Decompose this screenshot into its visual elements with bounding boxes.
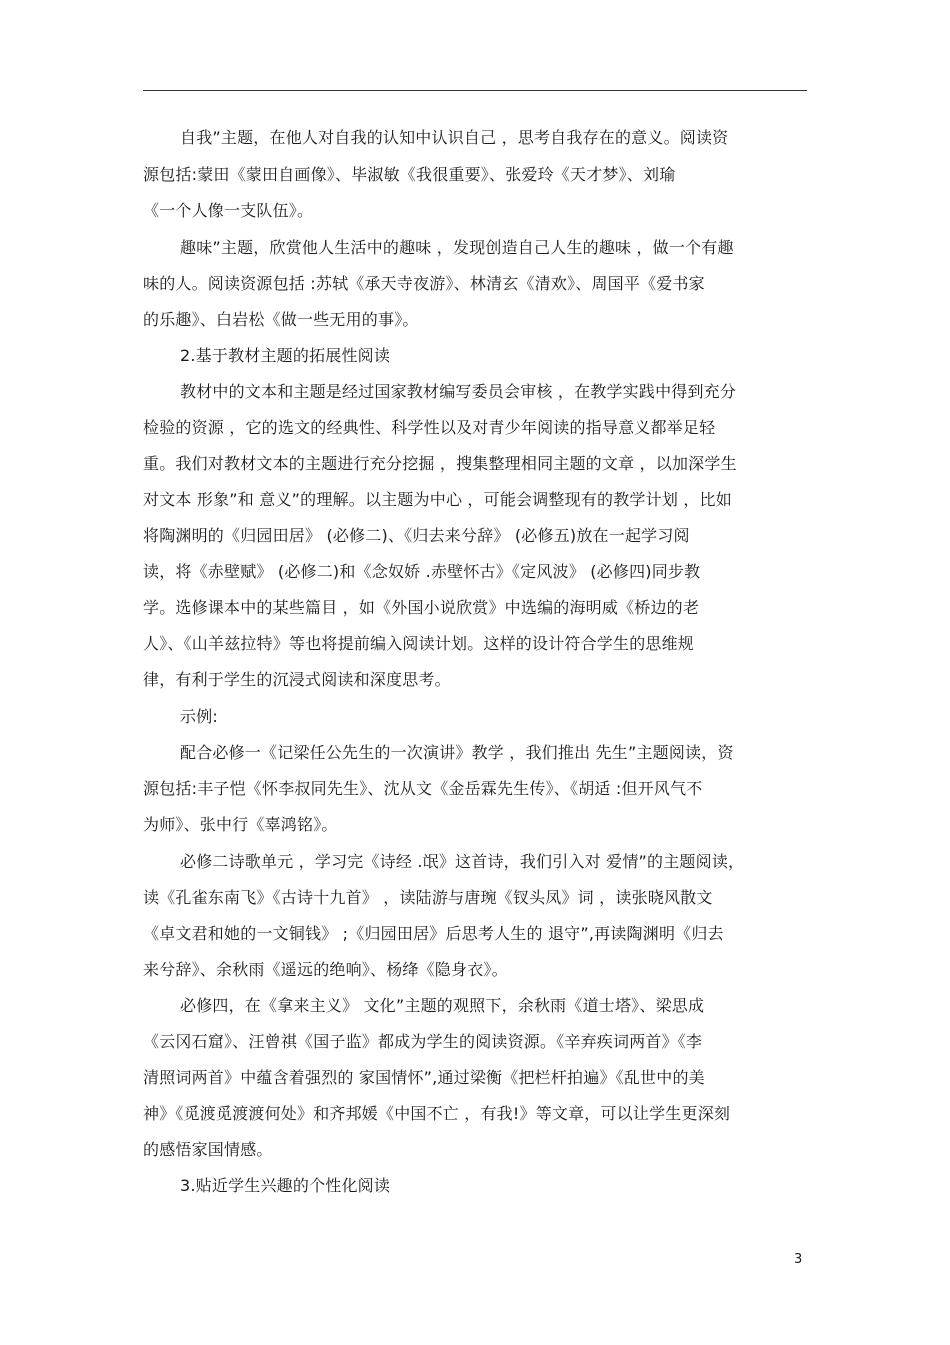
paragraph-line: 趣味”主题，欣赏他人生活中的趣味 ，发现创造自己人生的趣味 ，做一个有趣	[180, 238, 734, 257]
paragraph-line: 重。我们对教材文本的主题进行充分挖掘 ，搜集整理相同主题的文章 ，以加深学生	[143, 454, 737, 473]
paragraph-line: 的乐趣》、白岩松《做一些无用的事》。	[143, 310, 419, 329]
paragraph-line: 清照词两首》中蕴含着强烈的 家国情怀”,通过梁衡《把栏杆拍遍》《乱世中的美	[143, 1068, 705, 1087]
paragraph-line: 人》、《山羊兹拉特》等也将提前编入阅读计划。这样的设计符合学生的思维规	[143, 634, 695, 653]
paragraph-line: 源包括:丰子恺《怀李叔同先生》、沈从文《金岳霖先生传》、《胡适 :但开风气不	[143, 779, 703, 798]
paragraph-line: 《云冈石窟》、汪曾祺《国子监》都成为学生的阅读资源。《辛弃疾词两首》《李	[143, 1032, 703, 1051]
paragraph-line: 配合必修一《记梁任公先生的一次演讲》教学 ，我们推出 先生”主题阅读，资	[180, 743, 734, 762]
paragraph-line: 检验的资源 ，它的选文的经典性、科学性以及对青少年阅读的指导意义都举足轻	[143, 418, 716, 437]
paragraph-line: 《一个人像一支队伍》。	[143, 201, 314, 220]
paragraph-line: 的感悟家国情感。	[143, 1140, 273, 1159]
paragraph-line: 神》《觅渡觅渡渡何处》和齐邦媛《中国不亡 ，有我!》等文章，可以让学生更深刻	[143, 1104, 731, 1123]
paragraph-line: 读《孔雀东南飞》《古诗十九首》 ，读陆游与唐琬《钗头凤》词 ，读张晓风散文	[143, 888, 713, 907]
paragraph-line: 读，将《赤壁赋》 (必修二)和《念奴娇 .赤壁怀古》《定风波》 (必修四)同步教	[143, 562, 701, 581]
section-heading: 3.贴近学生兴趣的个性化阅读	[180, 1176, 391, 1195]
paragraph-line: 味的人。阅读资源包括 :苏轼《承天寺夜游》、林清玄《清欢》、周国平《爱书家	[143, 274, 705, 293]
paragraph-line: 《卓文君和她的一文铜钱》 ;《归园田居》后思考人生的 退守”,再读陶渊明《归去	[143, 924, 724, 943]
paragraph-line: 源包括:蒙田《蒙田自画像》、毕淑敏《我很重要》、张爱玲《天才梦》、刘瑜	[143, 165, 676, 184]
section-heading: 2.基于教材主题的拓展性阅读	[180, 346, 391, 365]
paragraph-line: 必修四，在《拿来主义》 文化”主题的观照下，余秋雨《道士塔》、梁思成	[180, 996, 705, 1015]
paragraph-line: 对文本 形象”和 意义”的理解。以主题为中心 ，可能会调整现有的教学计划 ，比如	[143, 490, 732, 509]
page-number: 3	[794, 1252, 803, 1267]
paragraph-line: 自我”主题，在他人对自我的认知中认识自己 ，思考自我存在的意义。阅读资	[180, 128, 729, 147]
paragraph-line: 律，有利于学生的沉浸式阅读和深度思考。	[143, 670, 451, 689]
paragraph-line: 教材中的文本和主题是经过国家教材编写委员会审核 ，在教学实践中得到充分	[180, 382, 737, 401]
example-label: 示例:	[180, 707, 218, 726]
paragraph-line: 将陶渊明的《归园田居》 (必修二)、《归去来兮辞》 (必修五)放在一起学习阅	[143, 526, 690, 545]
paragraph-line: 来兮辞》、余秋雨《遥远的绝响》、杨绛《隐身衣》。	[143, 960, 508, 979]
paragraph-line: 学。选修课本中的某些篇目 ，如《外国小说欣赏》中选编的海明威《桥边的老	[143, 598, 700, 617]
header-rule	[143, 90, 807, 91]
paragraph-line: 为师》、张中行《辜鸿铭》。	[143, 815, 338, 834]
paragraph-line: 必修二诗歌单元 ，学习完《诗经 .氓》这首诗，我们引入对 爱情”的主题阅读，	[180, 852, 745, 871]
